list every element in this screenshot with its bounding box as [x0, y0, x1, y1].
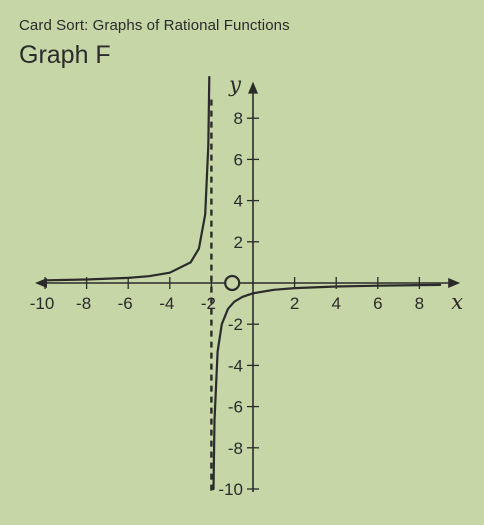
x-tick-label--2: -2 — [200, 294, 216, 313]
y-axis-label: y — [229, 72, 241, 97]
y-tick-label--8: -8 — [227, 438, 243, 458]
x-axis-arrow-right — [448, 278, 460, 288]
x-tick-label--8: -8 — [76, 294, 92, 313]
x-tick-label-6: 6 — [373, 294, 383, 313]
x-axis-label: x — [451, 290, 464, 314]
card-subtitle: Card Sort: Graphs of Rational Functions — [19, 17, 290, 34]
y-tick-label-4: 4 — [233, 191, 243, 211]
y-tick-label-6: 6 — [233, 150, 243, 170]
x-tick-label-8: 8 — [414, 294, 425, 313]
card-title: Graph F — [19, 41, 111, 69]
x-tick-label--6: -6 — [117, 294, 133, 313]
y-tick-label-8: 8 — [233, 109, 243, 129]
y-axis-arrow-top — [248, 82, 258, 94]
curve-branch-1 — [45, 77, 209, 280]
y-tick-label--4: -4 — [227, 356, 243, 376]
y-tick-label--10: -10 — [218, 480, 243, 499]
curve-branch-2 — [214, 285, 441, 489]
y-tick-label-2: 2 — [233, 232, 243, 252]
x-tick-label-4: 4 — [331, 294, 341, 313]
x-tick-label-2: 2 — [289, 294, 300, 313]
y-tick-label--6: -6 — [227, 397, 243, 417]
y-tick-label--2: -2 — [227, 315, 243, 335]
x-tick-label--4: -4 — [159, 294, 175, 313]
hole-marker — [225, 276, 239, 290]
x-tick-label--10: -10 — [29, 294, 55, 313]
